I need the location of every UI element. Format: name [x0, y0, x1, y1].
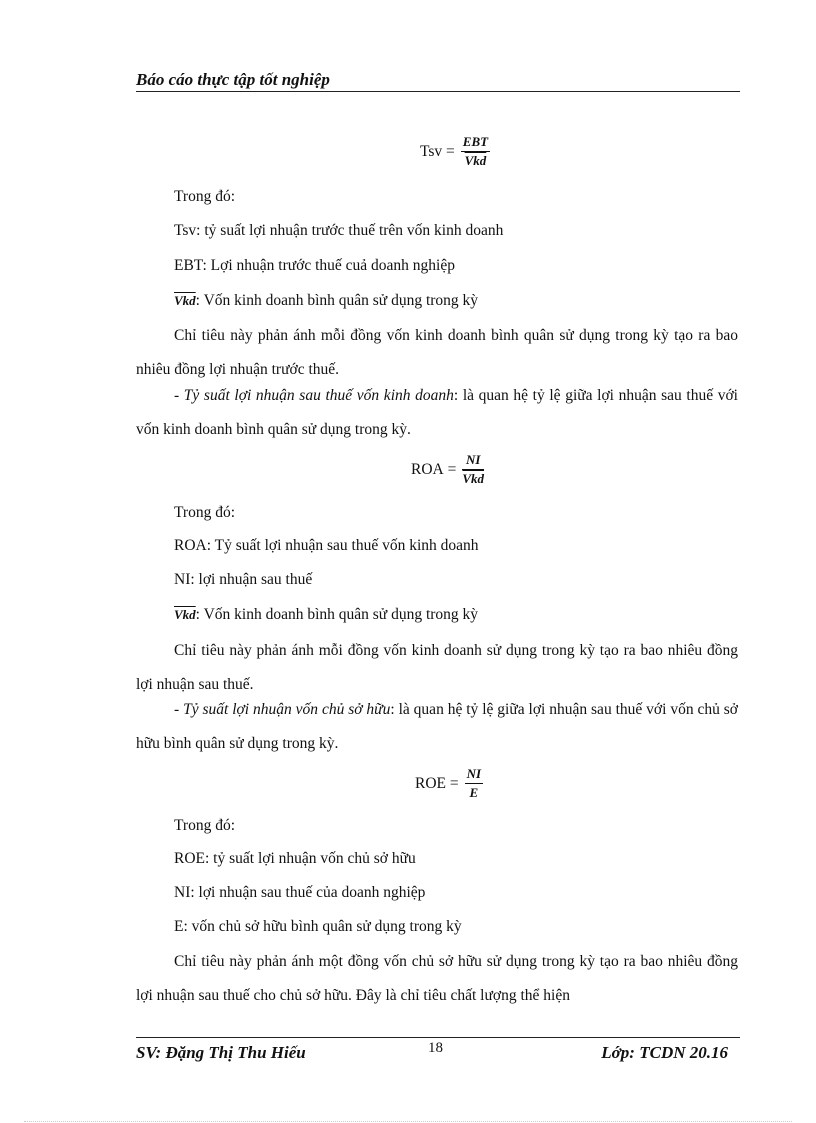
definition-line: ROA: Tỷ suất lợi nhuận sau thuế vốn kinh doanh	[174, 537, 479, 554]
definition-line: ROE: tỷ suất lợi nhuận vốn chủ sở hữu	[174, 850, 416, 867]
definition-line: E: vốn chủ sở hữu bình quân sử dụng trong kỳ	[174, 918, 462, 935]
header-title: Báo cáo thực tập tốt nghiệp	[136, 70, 330, 89]
formula-roe	[415, 766, 483, 801]
definition-text: : là quan hệ tỷ lệ giữa lợi nhuận sau thuế với vốn kinh doanh bình quân sử dụng trong kỳ.	[136, 387, 738, 438]
symbol-vkd: $\overline{Vkd}$	[174, 293, 196, 308]
footer-student-name: SV: Đặng Thị Thu Hiếu	[136, 1043, 306, 1062]
definition-text: : là quan hệ tỷ lệ giữa lợi nhuận sau thuế với vốn chủ sở hữu bình quân sử dụng trong kỳ.	[136, 701, 738, 752]
definition-line: EBT: Lợi nhuận trước thuế cuả doanh nghiệp	[174, 257, 455, 274]
formula-equals: =	[447, 460, 457, 478]
formula-equals: =	[449, 774, 459, 792]
definition-line: NI: lợi nhuận sau thuế của doanh nghiệp	[174, 884, 426, 901]
page-number: 18	[428, 1040, 443, 1056]
defined-term: Tỷ suất lợi nhuận vốn chủ sở hữu	[183, 701, 391, 718]
formula-denominator: Vkd	[464, 153, 487, 168]
formula-numerator: EBT	[462, 134, 489, 149]
definition-line	[174, 606, 478, 624]
formula-lhs: ROA	[411, 460, 444, 478]
formula-numerator: NI	[465, 452, 481, 467]
paragraph: Chỉ tiêu này phản ánh một đồng vốn chủ sở hữu sử dụng trong kỳ tạo ra bao nhiêu đồng lợi nhuận sau thuế cho chủ sở hữu. Đây là chỉ tiêu chất lượng thể hiện	[136, 953, 738, 1004]
paragraph: Chỉ tiêu này phản ánh mỗi đồng vốn kinh doanh bình quân sử dụng trong kỳ tạo ra bao nhiêu đồng lợi nhuận trước thuế.	[136, 327, 738, 378]
definition-paragraph	[136, 379, 738, 447]
definition-text: : Vốn kinh doanh bình quân sử dụng trong kỳ	[195, 292, 479, 309]
definition-line: NI: lợi nhuận sau thuế	[174, 571, 313, 588]
formula-lhs: Tsv	[420, 142, 443, 160]
definition-paragraph	[136, 693, 738, 761]
definition-text: : Vốn kinh doanh bình quân sử dụng trong kỳ	[195, 606, 479, 623]
trong-do-label: Trong đó:	[174, 817, 236, 834]
page-edge	[24, 1121, 792, 1122]
formula-fraction	[465, 766, 483, 801]
formula-tsv	[420, 134, 490, 169]
formula-fraction	[462, 452, 484, 487]
formula-equals: =	[446, 142, 455, 160]
formula-denominator: E	[469, 785, 479, 800]
symbol-vkd: $\overline{Vkd}$	[174, 607, 196, 622]
header-divider	[136, 91, 740, 92]
footer-divider	[136, 1037, 740, 1038]
dash: -	[174, 701, 184, 718]
defined-term: Tỷ suất lợi nhuận sau thuế vốn kinh doanh	[183, 387, 454, 404]
formula-fraction	[461, 134, 490, 169]
definition-line: Tsv: tỷ suất lợi nhuận trước thuế trên vốn kinh doanh	[174, 222, 504, 239]
paragraph: Chỉ tiêu này phản ánh mỗi đồng vốn kinh doanh sử dụng trong kỳ tạo ra bao nhiêu đồng lợi nhuận sau thuế.	[136, 642, 738, 693]
definition-line	[174, 292, 478, 310]
formula-roa	[411, 452, 484, 487]
formula-numerator: NI	[466, 766, 482, 781]
dash: -	[174, 387, 184, 404]
formula-denominator: Vkd	[462, 471, 485, 486]
trong-do-label: Trong đó:	[174, 188, 236, 205]
trong-do-label: Trong đó:	[174, 504, 236, 521]
footer-class: Lớp: TCDN 20.16	[601, 1043, 728, 1062]
formula-lhs: ROE	[415, 774, 446, 792]
